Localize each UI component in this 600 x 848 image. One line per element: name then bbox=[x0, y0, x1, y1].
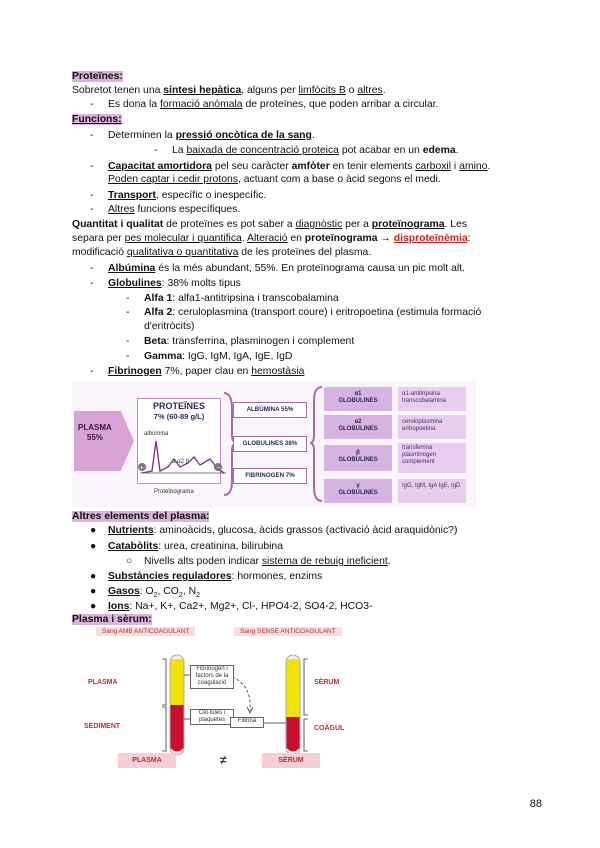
section-title-funcions: Funcions: bbox=[72, 114, 122, 125]
alfa1-item: Alfa 1: alfa1-antitripsina i transcobalamina bbox=[144, 293, 339, 304]
catabolits-sub: Nivells alts poden indicar sistema de rebuig ineficient. bbox=[144, 556, 391, 567]
funcio-pressio: Determinen la pressió oncòtica de la sang. bbox=[108, 130, 315, 141]
footer-plasma: PLASMA bbox=[118, 753, 176, 768]
plasma-label: PLASMA 55% bbox=[78, 423, 112, 442]
tube-right-serum bbox=[287, 659, 300, 717]
catabolits-item: Catabòlits: urea, creatinina, bilirubina bbox=[108, 541, 283, 552]
not-equal-sign: ≠ bbox=[220, 753, 227, 767]
bullet-dot: ● bbox=[90, 525, 97, 536]
ions-item: Ions: Na+, K+, Ca2+, Mg2+, Cl-, HPO4-2, SO4-2, HCO3- bbox=[108, 601, 373, 612]
svg-text:+: + bbox=[139, 464, 145, 472]
globuline-alfa2-proteins: ceruloplasmina eritropoetina bbox=[398, 415, 466, 439]
dash-bullet: - bbox=[90, 161, 94, 172]
globuline-gamma: γ GLOBULINES bbox=[324, 479, 392, 503]
globuline-alfa1-proteins: α1-antitripsina transcobalamina bbox=[398, 387, 466, 411]
globuline-alfa2: α2 GLOBULINES bbox=[324, 415, 392, 439]
footer-serum: SÈRUM bbox=[262, 753, 320, 768]
tubes-diagram bbox=[82, 627, 370, 773]
beta-item: Beta: transferrina, plasminogen i complement bbox=[144, 336, 355, 347]
dash-bullet: - bbox=[126, 307, 130, 318]
dash-bullet: - bbox=[126, 351, 130, 362]
fraction-globulines: GLOBULINES 38% bbox=[233, 436, 307, 452]
funcio-amortidora-cont: Poden captar i cedir protons, actuant com a base o àcid segons el medi. bbox=[108, 174, 441, 185]
tube-left-plasma bbox=[171, 659, 184, 705]
tube-left-sediment bbox=[171, 705, 184, 752]
svg-text:−: − bbox=[216, 464, 222, 472]
cells-platelets-box: Cèl·lules i plaquetes bbox=[190, 709, 234, 725]
proteines-sub1: Es dona la formació anòmala de proteïnes, que poden arribar a circular. bbox=[108, 99, 439, 110]
gamma-item: Gamma: IgG, IgM, IgA, IgE, IgD bbox=[144, 351, 293, 362]
dash-bullet: - bbox=[90, 99, 94, 110]
globuline-gamma-proteins: IgG, IgM, IgA IgE, IgD bbox=[398, 479, 466, 503]
proteinogram-figure bbox=[72, 381, 476, 507]
globuline-beta: β GLOBULINES bbox=[324, 445, 392, 471]
quantitat-line-1: Quantitat i qualitat de proteïnes es pot saber a diagnòstic per a proteïnograma. Les bbox=[72, 219, 468, 230]
plasma-serum-figure bbox=[82, 627, 370, 773]
funcio-transport: Transport, específic o inespecífic. bbox=[108, 190, 267, 201]
albumina-item: Albúmina és la més abundant, 55%. En proteïnograma causa un pic molt alt. bbox=[108, 263, 465, 274]
section-title-plasma-serum: Plasma i sèrum: bbox=[72, 614, 152, 625]
fraction-fibrinogen: FIBRINOGEN 7% bbox=[233, 468, 307, 484]
label-coagul: COÀGUL bbox=[314, 725, 345, 732]
fraction-albumina: ALBÚMINA 55% bbox=[233, 402, 307, 418]
proteines-title: PROTEÏNES bbox=[152, 401, 205, 411]
page-number: 88 bbox=[529, 798, 542, 810]
albumina-curve-label: albúmina bbox=[144, 431, 169, 437]
tube-right-coagul bbox=[287, 717, 300, 752]
globulines-item: Globulines: 38% molts tipus bbox=[108, 278, 241, 289]
quantitat-line-2: separa per pes molecular i quantifica. Alteració en proteïnograma → disproteïnèmia: bbox=[72, 233, 471, 244]
quantitat-line-3: modificació qualitativa o quantitativa de les proteïnes del plasma. bbox=[72, 247, 372, 258]
proteines-intro: Sobretot tenen una síntesi hepàtica, alguns per limfòcits B o altres. bbox=[72, 85, 386, 96]
section-title-altres: Altres elements del plasma: bbox=[72, 511, 210, 522]
bullet-dot: ● bbox=[90, 541, 97, 552]
bullet-dot: ● bbox=[90, 601, 97, 612]
fibrinogen-item: Fibrinogen 7%, paper clau en hemostàsia bbox=[108, 366, 305, 377]
section-title-proteines: Proteïnes: bbox=[72, 71, 123, 82]
dash-bullet: - bbox=[90, 130, 94, 141]
reguladores-item: Substàncies reguladores: hormones, enzims bbox=[108, 571, 323, 582]
bullet-circle: ○ bbox=[126, 556, 133, 567]
nutrients-item: Nutrients: aminoàcids, glucosa, àcids grassos (activació àcid araquidònic?) bbox=[108, 525, 458, 536]
dash-bullet: - bbox=[90, 263, 94, 274]
label-sediment: SEDIMENT bbox=[84, 723, 121, 730]
header-sense-anticoagulant: Sang SENSE ANTICOAGULANT bbox=[234, 627, 342, 636]
label-serum: SÈRUM bbox=[314, 679, 340, 686]
fibrinogen-factors-box: Fibrinogen i factors de la coagulació bbox=[190, 665, 234, 689]
gasos-item: Gasos: $O_2$, $CO_2$, $N_2$ bbox=[108, 586, 200, 600]
header-amb-anticoagulant: Sang AMB ANTICOAGULANT bbox=[96, 627, 195, 636]
proteinogram-caption: Proteïnograma bbox=[154, 489, 194, 495]
funcio-pressio-sub: La baixada de concentració proteica pot acabar en un edema. bbox=[172, 145, 459, 156]
proteines-subtitle: 7% (60-89 g/L) bbox=[153, 412, 205, 421]
dash-bullet: - bbox=[90, 204, 94, 215]
alfa2-item-cont: d'eritròcits) bbox=[144, 321, 195, 332]
alfa2-item: Alfa 2: ceruloplasmina (transport coure) i eritropoetina (estimula formació bbox=[144, 307, 482, 318]
bullet-dot: ● bbox=[90, 571, 97, 582]
dash-bullet: - bbox=[90, 190, 94, 201]
dash-bullet: - bbox=[90, 278, 94, 289]
funcio-altres: Altres funcions específiques. bbox=[108, 204, 241, 215]
dash-bullet: - bbox=[126, 336, 130, 347]
globuline-alfa1: α1 GLOBULINES bbox=[324, 387, 392, 411]
bullet-dot: ● bbox=[90, 586, 97, 597]
fibrina-box: Fibrina bbox=[230, 717, 264, 728]
funcio-amortidora: Capacitat amortidora pel seu caràcter amfòter en tenir elements carboxil i amino. bbox=[108, 161, 491, 172]
dash-bullet: - bbox=[154, 145, 158, 156]
peaks-label: α α2 β bbox=[172, 459, 190, 465]
dash-bullet: - bbox=[126, 293, 130, 304]
dash-bullet: - bbox=[90, 366, 94, 377]
globuline-beta-proteins: transferrina plasminogen complement bbox=[398, 443, 466, 473]
label-plasma: PLASMA bbox=[88, 679, 118, 686]
